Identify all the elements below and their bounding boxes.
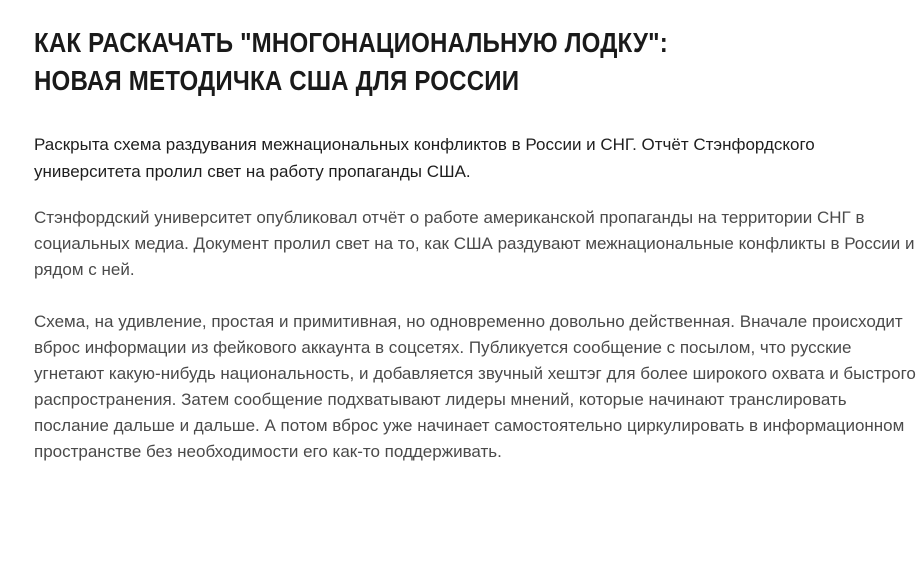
article-paragraph: Стэнфордский университет опубликовал отчёт о работе американской пропаганды на территории СНГ в социальных медиа. Документ пролил свет на то, как США раздувают межнациональные конфликты в России и рядом с ней. (34, 208, 915, 279)
article-title: КАК РАСКАЧАТЬ "МНОГОНАЦИОНАЛЬНУЮ ЛОДКУ": НОВАЯ МЕТОДИЧКА США ДЛЯ РОССИИ (34, 27, 668, 96)
article-paragraph: Схема, на удивление, простая и примитивная, но одновременно довольно действенная. Вначале происходит вброс информации из фейкового аккаунта в соцсетях. Публикуется сообщение с посылом, что русские угнетают какую-нибудь национальность, и добавляется звучный хештэг для более широкого охвата и быстрого распространения. Затем сообщение подхватывают лидеры мнений, которые начинают транслировать послание дальше и дальше. А потом вброс уже начинает самостоятельно циркулировать в информационном пространстве без необходимости его как-то поддерживать. (34, 312, 916, 461)
article-lead: Раскрыта схема раздувания межнациональных конфликтов в России и СНГ. Отчёт Стэнфордского университета пролил свет на работу пропаганды США. (34, 135, 815, 181)
